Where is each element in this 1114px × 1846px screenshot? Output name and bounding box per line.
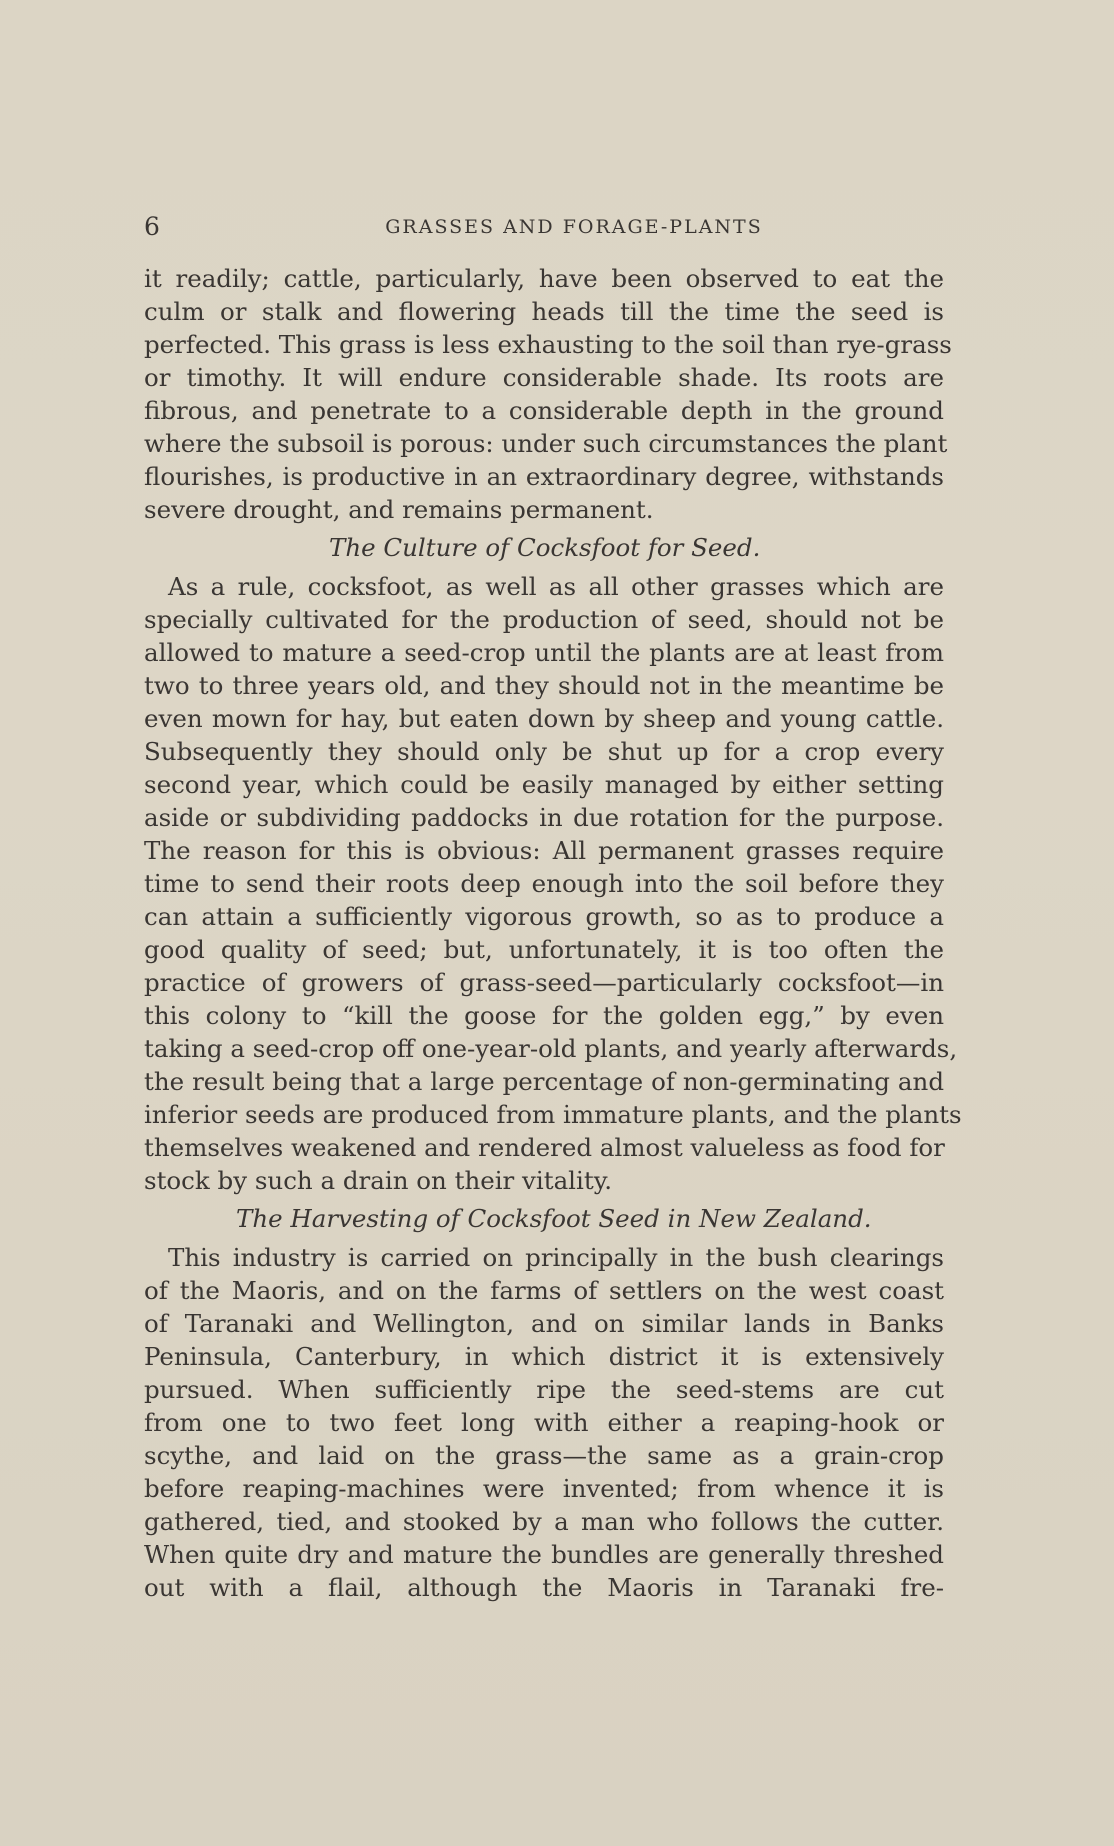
text-line: culm or stalk and flowering heads till the time the seed is [144,297,944,326]
text-line: from one to two feet long with either a reaping-hook or [144,1408,944,1437]
text-line: two to three years old, and they should not in the meantime be [144,671,944,700]
text-line: stock by such a drain on their vitality. [144,1166,613,1195]
text-line: inferior seeds are produced from immature plants, and the plants [144,1100,962,1129]
text-line: time to send their roots deep enough into the soil before they [144,869,944,898]
text-line: pursued. When sufficiently ripe the seed-stems are cut [144,1375,944,1404]
page-header [144,212,964,248]
text-line: of the Maoris, and on the farms of settlers on the west coast [144,1276,944,1305]
section-heading-culture: The Culture of Cocksfoot for Seed. [329,533,761,562]
text-line: flourishes, is productive in an extraordinary degree, withstands [144,462,944,491]
text-line: gathered, tied, and stooked by a man who follows the cutter. [144,1507,944,1536]
text-line: themselves weakened and rendered almost valueless as food for [144,1133,945,1162]
text-line: this colony to “kill the goose for the golden egg,” by even [144,1001,944,1030]
text-line: allowed to mature a seed-crop until the plants are at least from [144,638,944,667]
text-line: fibrous, and penetrate to a considerable depth in the ground [144,396,944,425]
text-line: This industry is carried on principally in the bush clearings [168,1243,944,1272]
text-line: good quality of seed; but, unfortunately, it is too often the [144,935,944,964]
running-head: GRASSES AND FORAGE-PLANTS [385,216,763,238]
paragraph-2 [144,570,962,1197]
section-heading-harvesting: The Harvesting of Cocksfoot Seed in New Zealand. [236,1204,872,1233]
text-line: perfected. This grass is less exhausting to the soil than rye-grass [144,330,952,359]
text-line: out with a flail, although the Maoris in Taranaki fre- [144,1573,944,1602]
text-line: practice of growers of grass-seed—particularly cocksfoot—in [144,968,944,997]
text-line: The reason for this is obvious: All permanent grasses require [144,836,944,865]
text-line: the result being that a large percentage of non-germinating and [144,1067,944,1096]
text-line: Subsequently they should only be shut up for a crop every [144,737,944,766]
text-line: can attain a sufficiently vigorous growth, so as to produce a [144,902,944,931]
text-line: scythe, and laid on the grass—the same as a grain-crop [144,1441,944,1470]
text-line: When quite dry and mature the bundles are generally threshed [144,1540,944,1569]
text-line: even mown for hay, but eaten down by sheep and young cattle. [144,704,944,733]
page-number: 6 [144,212,160,241]
text-line: Peninsula, Canterbury, in which district it is extensively [144,1342,944,1371]
text-line: severe drought, and remains permanent. [144,495,654,524]
text-line: second year, which could be easily managed by either setting [144,770,944,799]
text-line: before reaping-machines were invented; from whence it is [144,1474,944,1503]
text-line: where the subsoil is porous: under such circumstances the plant [144,429,948,458]
text-line: As a rule, cocksfoot, as well as all other grasses which are [168,572,944,601]
text-line: it readily; cattle, particularly, have been observed to eat the [144,264,944,293]
text-line: taking a seed-crop off one-year-old plants, and yearly afterwards, [144,1034,958,1063]
paragraph-1 [144,262,952,526]
text-line: specially cultivated for the production of seed, should not be [144,605,944,634]
text-line: or timothy. It will endure considerable shade. Its roots are [144,363,944,392]
text-line: aside or subdividing paddocks in due rotation for the purpose. [144,803,944,832]
text-line: of Taranaki and Wellington, and on similar lands in Banks [144,1309,944,1338]
page-body [144,262,962,1604]
paragraph-3 [144,1241,944,1604]
